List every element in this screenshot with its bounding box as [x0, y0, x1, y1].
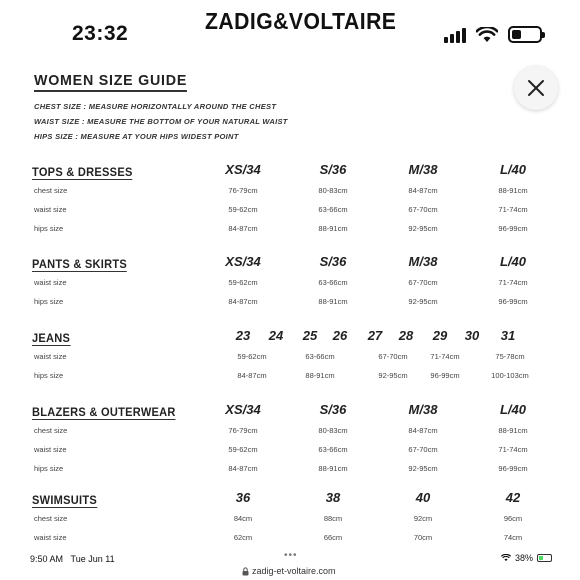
measurement-label: hips size: [34, 464, 64, 473]
chest-note: CHEST SIZE : MEASURE HORIZONTALLY AROUND THE CHEST: [34, 102, 277, 111]
measurement-value: 63-66cm: [318, 205, 348, 214]
wifi-icon: [476, 27, 498, 43]
measurement-value: 67-70cm: [378, 352, 408, 361]
measurement-label: hips size: [34, 371, 64, 380]
size-guide-panel: [20, 58, 564, 550]
measurement-value: 92cm: [413, 514, 433, 523]
size-column-header: 27: [367, 328, 383, 343]
measurement-value: 59-62cm: [228, 445, 258, 454]
size-column-header: L/40: [499, 162, 527, 177]
size-column-header: S/36: [319, 402, 347, 417]
measurement-value: 84-87cm: [228, 224, 258, 233]
measurement-value: 63-66cm: [305, 352, 335, 361]
measurement-value: 88-91cm: [318, 464, 348, 473]
size-column-header: S/36: [319, 162, 347, 177]
size-column-header: XS/34: [225, 402, 261, 417]
size-column-header: 29: [432, 328, 448, 343]
size-column-header: 31: [500, 328, 516, 343]
measurement-value: 88-91cm: [498, 186, 528, 195]
measurement-label: chest size: [34, 426, 68, 435]
measurement-value: 84-87cm: [228, 464, 258, 473]
waist-note: WAIST SIZE : MEASURE THE BOTTOM OF YOUR NATURAL WAIST: [34, 117, 288, 126]
measurement-label: waist size: [34, 205, 67, 214]
measurement-label: chest size: [34, 186, 68, 195]
measurement-label: waist size: [34, 278, 67, 287]
measurement-value: 100-103cm: [491, 371, 529, 380]
measurement-value: 59-62cm: [237, 352, 267, 361]
size-column-header: M/38: [408, 254, 438, 269]
measurement-value: 84-87cm: [408, 426, 438, 435]
size-column-header: 42: [505, 490, 521, 505]
close-icon: [527, 79, 545, 97]
size-column-header: 30: [464, 328, 480, 343]
measurement-value: 67-70cm: [408, 278, 438, 287]
size-column-header: M/38: [408, 402, 438, 417]
measurement-value: 71-74cm: [498, 445, 528, 454]
status-icons: [444, 26, 542, 43]
measurement-value: 71-74cm: [430, 352, 460, 361]
brand-logo: ZADIG&VOLTAIRE: [205, 8, 397, 34]
measurement-label: waist size: [34, 445, 67, 454]
browser-date: Tue Jun 11: [70, 554, 115, 564]
system-status: [501, 553, 552, 563]
lock-icon: [242, 567, 249, 576]
measurement-value: 71-74cm: [498, 205, 528, 214]
measurement-value: 92-95cm: [378, 371, 408, 380]
measurement-value: 66cm: [323, 533, 343, 542]
wifi-icon: [501, 554, 511, 562]
measurement-value: 62cm: [233, 533, 253, 542]
tab-overview-dots[interactable]: •••: [284, 550, 298, 561]
section-title: TOPS & DRESSES: [32, 165, 133, 179]
measurement-value: 75-78cm: [495, 352, 525, 361]
browser-time: 9:50 AM: [30, 554, 64, 564]
size-column-header: 23: [235, 328, 251, 343]
measurement-value: 92-95cm: [408, 464, 438, 473]
size-column-header: M/38: [408, 162, 438, 177]
measurement-value: 76-79cm: [228, 426, 258, 435]
url-text: zadig-et-voltaire.com: [252, 566, 336, 576]
measurement-label: waist size: [34, 533, 67, 542]
measurement-label: waist size: [34, 352, 67, 361]
measurement-value: 96-99cm: [498, 224, 528, 233]
cellular-signal-icon: [444, 27, 466, 43]
measurement-label: hips size: [34, 297, 64, 306]
size-column-header: 38: [325, 490, 341, 505]
measurement-value: 88-91cm: [305, 371, 335, 380]
measurement-value: 71-74cm: [498, 278, 528, 287]
measurement-value: 96-99cm: [498, 297, 528, 306]
measurement-value: 74cm: [503, 533, 523, 542]
section-title: BLAZERS & OUTERWEAR: [32, 405, 176, 419]
measurement-label: chest size: [34, 514, 68, 523]
measurement-value: 88cm: [323, 514, 343, 523]
measurement-value: 80-83cm: [318, 426, 348, 435]
section-title: JEANS: [32, 331, 71, 345]
size-column-header: 24: [268, 328, 284, 343]
section-title: PANTS & SKIRTS: [32, 257, 128, 271]
battery-icon: [537, 554, 552, 562]
measurement-value: 70cm: [413, 533, 433, 542]
size-column-header: XS/34: [225, 162, 261, 177]
measurement-value: 84-87cm: [408, 186, 438, 195]
measurement-value: 63-66cm: [318, 445, 348, 454]
measurement-value: 67-70cm: [408, 205, 438, 214]
measurement-value: 96-99cm: [430, 371, 460, 380]
battery-percent: 38%: [514, 553, 533, 563]
size-column-header: 25: [302, 328, 318, 343]
size-column-header: 28: [398, 328, 414, 343]
hips-note: HIPS SIZE : MEASURE AT YOUR HIPS WIDEST POINT: [34, 132, 239, 141]
measurement-value: 88-91cm: [318, 297, 348, 306]
size-column-header: 36: [235, 490, 251, 505]
status-time: 23:32: [72, 22, 129, 45]
measurement-value: 96cm: [503, 514, 523, 523]
measurement-value: 84-87cm: [237, 371, 267, 380]
browser-clock: [30, 554, 115, 564]
section-title: SWIMSUITS: [32, 493, 98, 507]
measurement-value: 76-79cm: [228, 186, 258, 195]
measurement-value: 63-66cm: [318, 278, 348, 287]
measurement-value: 59-62cm: [228, 205, 258, 214]
address-bar[interactable]: [242, 566, 336, 576]
guide-title: WOMEN SIZE GUIDE: [34, 72, 187, 92]
size-column-header: XS/34: [225, 254, 261, 269]
size-column-header: 26: [332, 328, 348, 343]
measurement-label: hips size: [34, 224, 64, 233]
close-button[interactable]: [514, 66, 558, 110]
size-column-header: 40: [415, 490, 431, 505]
measurement-value: 88-91cm: [318, 224, 348, 233]
size-column-header: S/36: [319, 254, 347, 269]
measurement-value: 92-95cm: [408, 297, 438, 306]
measurement-value: 84-87cm: [228, 297, 258, 306]
measurement-value: 80-83cm: [318, 186, 348, 195]
measurement-value: 67-70cm: [408, 445, 438, 454]
measurement-value: 59-62cm: [228, 278, 258, 287]
measurement-value: 84cm: [233, 514, 253, 523]
measurement-value: 88-91cm: [498, 426, 528, 435]
browser-bottom-bar: [0, 550, 580, 580]
measurement-value: 92-95cm: [408, 224, 438, 233]
battery-icon: [508, 26, 542, 43]
measurement-value: 96-99cm: [498, 464, 528, 473]
size-column-header: L/40: [499, 402, 527, 417]
size-column-header: L/40: [499, 254, 527, 269]
